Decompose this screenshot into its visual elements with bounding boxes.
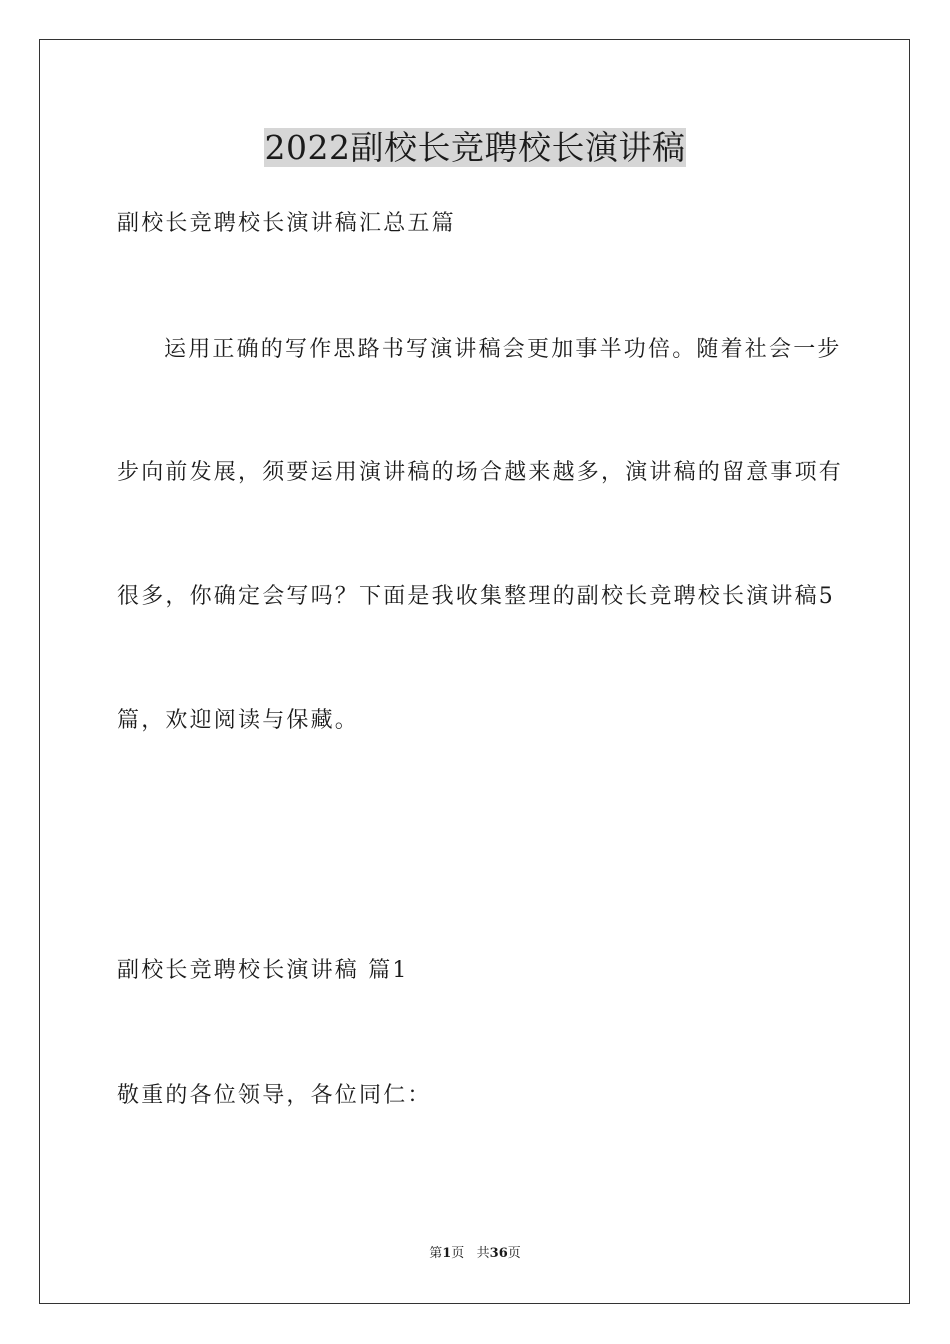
- footer-page-number: 1: [442, 1246, 452, 1261]
- intro-line-1: 运用正确的写作思路书写演讲稿会更加事半功倍。随着社会一步: [164, 337, 842, 362]
- intro-line-4: 篇，欢迎阅读与保藏。: [117, 708, 360, 733]
- footer-page-prefix: 第: [429, 1246, 443, 1261]
- greeting: 敬重的各位领导，各位同仁：: [117, 1083, 432, 1108]
- intro-line-3: 很多，你确定会写吗？下面是我收集整理的副校长竞聘校长演讲稿5: [117, 584, 835, 609]
- intro-line-2: 步向前发展，须要运用演讲稿的场合越来越多，演讲稿的留意事项有: [117, 460, 844, 485]
- footer-page-mid: 页 共: [451, 1246, 490, 1261]
- subtitle: 副校长竞聘校长演讲稿汇总五篇: [117, 211, 456, 236]
- document-title: [0, 126, 950, 170]
- page-footer: [0, 1245, 950, 1263]
- footer-total-pages: 36: [489, 1246, 508, 1261]
- section-heading: 副校长竞聘校长演讲稿 篇1: [117, 958, 409, 983]
- footer-page-suffix: 页: [507, 1246, 521, 1261]
- title-text: 2022副校长竞聘校长演讲稿: [264, 128, 686, 167]
